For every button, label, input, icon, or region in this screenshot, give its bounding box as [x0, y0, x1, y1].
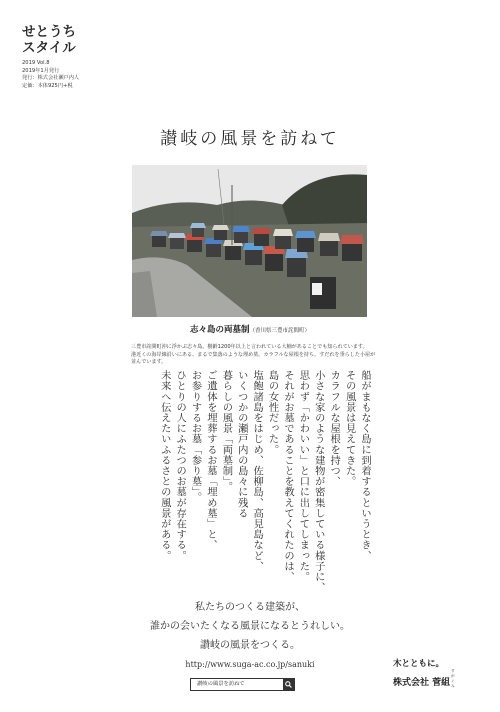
body-line: 小さな家のような建物が密集している様子に、: [312, 370, 325, 593]
body-line: カラフルな屋根を持つ、: [328, 370, 341, 487]
photo-caption-title: [0, 323, 500, 335]
caption-location: （香川県三豊市詫間町）: [249, 328, 311, 334]
body-line: ご遺体を埋葬するお墓「埋め墓」と、: [204, 370, 217, 551]
magazine-info: [22, 60, 79, 90]
footer-copy-line: 誰かの会いたくなる風景になるとうれしい。: [150, 621, 350, 632]
footer-copy-line: 讃岐の風景をつくる。: [200, 640, 300, 651]
company-name: 株式会社 菅組: [393, 678, 451, 688]
footer-copy-line: 私たちのつくる建築が、: [195, 602, 305, 613]
search-box[interactable]: [190, 678, 295, 691]
company-name-row: [393, 669, 455, 688]
footer-copy: [0, 598, 500, 655]
body-line: 思わず「かわいい」と口に出してしまった。: [297, 370, 310, 582]
island-graves-photo: [132, 165, 367, 317]
company-slogan: 木とともに。: [393, 659, 445, 669]
body-line: 島の女性だった。: [266, 370, 279, 455]
body-line: 塩飽諸島をはじめ、佐柳島、高見島など、: [251, 370, 264, 572]
magazine-title-line2: スタイル: [22, 40, 76, 56]
magazine-title-line1: せとうち: [22, 24, 76, 40]
company-block: [393, 657, 455, 688]
magazine-publisher: 発行：株式会社瀬戸内人: [22, 75, 80, 82]
magazine-issue-date: 2019年1月発行: [22, 67, 60, 74]
body-line: それがお墓であることを教えてくれたのは、: [281, 370, 294, 582]
body-line: お参りするお墓「参り墓」。: [189, 370, 202, 503]
website-url[interactable]: http://www.suga-ac.co.jp/sanuki: [185, 660, 315, 669]
body-line: 船がまもなく島に到着するというとき、: [359, 370, 371, 561]
caption-line: 三豊市詫間町沖に浮かぶ志々島。樹齢1200年以上と言われている大楠があることでも知られています。: [131, 344, 368, 350]
search-box-text: 讃岐の風景を訪ねて: [197, 681, 245, 687]
body-line: 未来へ伝えたいふるさとの風景がある。: [158, 370, 171, 561]
magazine-title: [22, 24, 76, 56]
body-line: いくつかの瀬戸内の島々に残る: [235, 370, 248, 519]
magazine-volume: 2019 Vol.8: [22, 60, 50, 66]
caption-line: 港近くの海岸線沿いにある、まるで集落のような埋め墓。カラフルな屋根を持ち、すだれを垂らした小屋が並んでいます。: [131, 351, 376, 365]
photo-caption-body: [131, 344, 376, 367]
article-headline: 讃岐の風景を訪ねて: [160, 129, 340, 149]
company-name-ruby: すがぐみ: [451, 669, 455, 688]
body-line: その風景は見えてきた。: [343, 370, 356, 487]
body-line: 暮らしの風景「両墓制」。: [220, 370, 233, 493]
caption-title-text: 志々島の両墓制: [189, 325, 250, 335]
search-icon: [285, 681, 292, 688]
search-button[interactable]: [283, 679, 294, 690]
vertical-body-text: [158, 370, 372, 605]
magazine-price: 定価：本体925円+税: [22, 82, 73, 89]
body-line: ひとりの人にふたつのお墓が存在する。: [174, 370, 187, 561]
